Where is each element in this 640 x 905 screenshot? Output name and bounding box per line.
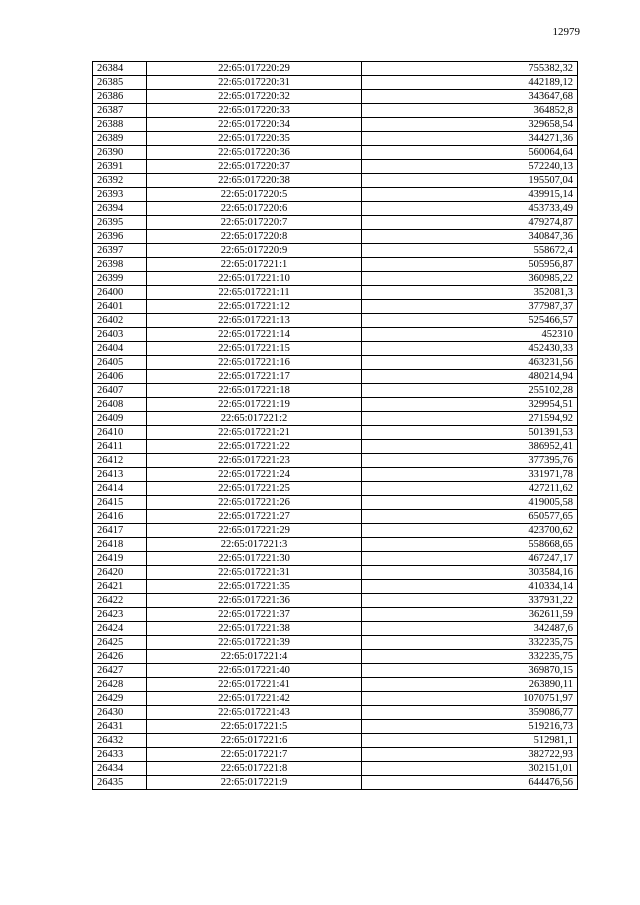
value-cell: 342487,6 — [362, 622, 578, 636]
table-row — [93, 174, 578, 188]
cadastral-number-cell: 22:65:017221:8 — [147, 762, 362, 776]
row-number-cell: 26434 — [93, 762, 147, 776]
table-row — [93, 132, 578, 146]
row-number-cell: 26387 — [93, 104, 147, 118]
row-number-cell: 26391 — [93, 160, 147, 174]
cadastral-number-cell: 22:65:017220:31 — [147, 76, 362, 90]
table-row — [93, 762, 578, 776]
row-number-cell: 26410 — [93, 426, 147, 440]
cadastral-number-cell: 22:65:017221:14 — [147, 328, 362, 342]
row-number-cell: 26384 — [93, 62, 147, 76]
table-row — [93, 118, 578, 132]
value-cell: 343647,68 — [362, 90, 578, 104]
cadastral-number-cell: 22:65:017221:29 — [147, 524, 362, 538]
row-number-cell: 26393 — [93, 188, 147, 202]
table-row — [93, 580, 578, 594]
row-number-cell: 26388 — [93, 118, 147, 132]
value-cell: 255102,28 — [362, 384, 578, 398]
table-row — [93, 636, 578, 650]
cadastral-number-cell: 22:65:017221:38 — [147, 622, 362, 636]
value-cell: 439915,14 — [362, 188, 578, 202]
row-number-cell: 26431 — [93, 720, 147, 734]
value-cell: 644476,56 — [362, 776, 578, 790]
table-row — [93, 566, 578, 580]
row-number-cell: 26409 — [93, 412, 147, 426]
row-number-cell: 26395 — [93, 216, 147, 230]
row-number-cell: 26394 — [93, 202, 147, 216]
row-number-cell: 26429 — [93, 692, 147, 706]
cadastral-number-cell: 22:65:017221:2 — [147, 412, 362, 426]
table-row — [93, 342, 578, 356]
row-number-cell: 26406 — [93, 370, 147, 384]
cadastral-number-cell: 22:65:017221:39 — [147, 636, 362, 650]
row-number-cell: 26418 — [93, 538, 147, 552]
table-row — [93, 90, 578, 104]
cadastral-number-cell: 22:65:017221:17 — [147, 370, 362, 384]
table-row — [93, 258, 578, 272]
cadastral-number-cell: 22:65:017221:37 — [147, 608, 362, 622]
value-cell: 337931,22 — [362, 594, 578, 608]
row-number-cell: 26403 — [93, 328, 147, 342]
table-row — [93, 370, 578, 384]
table-row — [93, 692, 578, 706]
cadastral-number-cell: 22:65:017221:40 — [147, 664, 362, 678]
value-cell: 369870,15 — [362, 664, 578, 678]
table-row — [93, 216, 578, 230]
value-cell: 271594,92 — [362, 412, 578, 426]
value-cell: 360985,22 — [362, 272, 578, 286]
value-cell: 377395,76 — [362, 454, 578, 468]
table-row — [93, 62, 578, 76]
table-row — [93, 748, 578, 762]
cadastral-number-cell: 22:65:017221:41 — [147, 678, 362, 692]
row-number-cell: 26386 — [93, 90, 147, 104]
table-row — [93, 76, 578, 90]
row-number-cell: 26426 — [93, 650, 147, 664]
value-cell: 195507,04 — [362, 174, 578, 188]
value-cell: 505956,87 — [362, 258, 578, 272]
row-number-cell: 26398 — [93, 258, 147, 272]
row-number-cell: 26399 — [93, 272, 147, 286]
cadastral-number-cell: 22:65:017221:18 — [147, 384, 362, 398]
value-cell: 480214,94 — [362, 370, 578, 384]
cadastral-number-cell: 22:65:017220:33 — [147, 104, 362, 118]
row-number-cell: 26425 — [93, 636, 147, 650]
cadastral-number-cell: 22:65:017221:10 — [147, 272, 362, 286]
cadastral-number-cell: 22:65:017221:27 — [147, 510, 362, 524]
table-row — [93, 706, 578, 720]
value-cell: 755382,32 — [362, 62, 578, 76]
value-cell: 558672,4 — [362, 244, 578, 258]
page-number: 12979 — [552, 26, 580, 38]
cadastral-number-cell: 22:65:017221:30 — [147, 552, 362, 566]
cadastral-number-cell: 22:65:017221:3 — [147, 538, 362, 552]
row-number-cell: 26396 — [93, 230, 147, 244]
value-cell: 572240,13 — [362, 160, 578, 174]
row-number-cell: 26427 — [93, 664, 147, 678]
table-row — [93, 426, 578, 440]
row-number-cell: 26422 — [93, 594, 147, 608]
table-row — [93, 622, 578, 636]
row-number-cell: 26404 — [93, 342, 147, 356]
table-row — [93, 776, 578, 790]
row-number-cell: 26420 — [93, 566, 147, 580]
table-row — [93, 286, 578, 300]
value-cell: 427211,62 — [362, 482, 578, 496]
row-number-cell: 26389 — [93, 132, 147, 146]
table-row — [93, 146, 578, 160]
value-cell: 340847,36 — [362, 230, 578, 244]
row-number-cell: 26423 — [93, 608, 147, 622]
cadastral-number-cell: 22:65:017220:36 — [147, 146, 362, 160]
value-cell: 501391,53 — [362, 426, 578, 440]
cadastral-number-cell: 22:65:017221:21 — [147, 426, 362, 440]
table-row — [93, 468, 578, 482]
value-cell: 650577,65 — [362, 510, 578, 524]
row-number-cell: 26415 — [93, 496, 147, 510]
value-cell: 512981,1 — [362, 734, 578, 748]
value-cell: 1070751,97 — [362, 692, 578, 706]
data-table — [92, 61, 578, 790]
value-cell: 558668,65 — [362, 538, 578, 552]
value-cell: 303584,16 — [362, 566, 578, 580]
table-row — [93, 384, 578, 398]
value-cell: 359086,77 — [362, 706, 578, 720]
row-number-cell: 26390 — [93, 146, 147, 160]
table-row — [93, 202, 578, 216]
value-cell: 332235,75 — [362, 636, 578, 650]
cadastral-number-cell: 22:65:017220:32 — [147, 90, 362, 104]
cadastral-number-cell: 22:65:017220:29 — [147, 62, 362, 76]
row-number-cell: 26416 — [93, 510, 147, 524]
row-number-cell: 26411 — [93, 440, 147, 454]
row-number-cell: 26430 — [93, 706, 147, 720]
cadastral-number-cell: 22:65:017221:12 — [147, 300, 362, 314]
table-row — [93, 608, 578, 622]
cadastral-number-cell: 22:65:017221:16 — [147, 356, 362, 370]
row-number-cell: 26419 — [93, 552, 147, 566]
value-cell: 364852,8 — [362, 104, 578, 118]
row-number-cell: 26421 — [93, 580, 147, 594]
value-cell: 329954,51 — [362, 398, 578, 412]
cadastral-number-cell: 22:65:017220:7 — [147, 216, 362, 230]
value-cell: 377987,37 — [362, 300, 578, 314]
table-row — [93, 398, 578, 412]
value-cell: 452430,33 — [362, 342, 578, 356]
value-cell: 382722,93 — [362, 748, 578, 762]
value-cell: 419005,58 — [362, 496, 578, 510]
table-row — [93, 650, 578, 664]
row-number-cell: 26400 — [93, 286, 147, 300]
row-number-cell: 26424 — [93, 622, 147, 636]
value-cell: 329658,54 — [362, 118, 578, 132]
value-cell: 467247,17 — [362, 552, 578, 566]
cadastral-number-cell: 22:65:017221:42 — [147, 692, 362, 706]
cadastral-number-cell: 22:65:017221:7 — [147, 748, 362, 762]
row-number-cell: 26405 — [93, 356, 147, 370]
row-number-cell: 26385 — [93, 76, 147, 90]
row-number-cell: 26402 — [93, 314, 147, 328]
table-body — [93, 62, 578, 790]
table-row — [93, 188, 578, 202]
cadastral-number-cell: 22:65:017221:22 — [147, 440, 362, 454]
value-cell: 362611,59 — [362, 608, 578, 622]
table-row — [93, 482, 578, 496]
cadastral-number-cell: 22:65:017221:23 — [147, 454, 362, 468]
value-cell: 479274,87 — [362, 216, 578, 230]
table-row — [93, 496, 578, 510]
table-row — [93, 244, 578, 258]
value-cell: 560064,64 — [362, 146, 578, 160]
table-row — [93, 300, 578, 314]
cadastral-number-cell: 22:65:017221:24 — [147, 468, 362, 482]
row-number-cell: 26408 — [93, 398, 147, 412]
value-cell: 344271,36 — [362, 132, 578, 146]
cadastral-number-cell: 22:65:017220:37 — [147, 160, 362, 174]
cadastral-number-cell: 22:65:017221:25 — [147, 482, 362, 496]
cadastral-number-cell: 22:65:017221:13 — [147, 314, 362, 328]
table-row — [93, 734, 578, 748]
table-row — [93, 664, 578, 678]
value-cell: 332235,75 — [362, 650, 578, 664]
row-number-cell: 26432 — [93, 734, 147, 748]
cadastral-number-cell: 22:65:017221:5 — [147, 720, 362, 734]
cadastral-number-cell: 22:65:017220:5 — [147, 188, 362, 202]
value-cell: 302151,01 — [362, 762, 578, 776]
cadastral-number-cell: 22:65:017221:43 — [147, 706, 362, 720]
row-number-cell: 26428 — [93, 678, 147, 692]
cadastral-number-cell: 22:65:017220:34 — [147, 118, 362, 132]
table-row — [93, 678, 578, 692]
cadastral-number-cell: 22:65:017221:31 — [147, 566, 362, 580]
value-cell: 423700,62 — [362, 524, 578, 538]
value-cell: 442189,12 — [362, 76, 578, 90]
cadastral-number-cell: 22:65:017221:1 — [147, 258, 362, 272]
table-row — [93, 538, 578, 552]
cadastral-number-cell: 22:65:017220:8 — [147, 230, 362, 244]
cadastral-number-cell: 22:65:017221:9 — [147, 776, 362, 790]
table-row — [93, 510, 578, 524]
row-number-cell: 26412 — [93, 454, 147, 468]
cadastral-number-cell: 22:65:017220:38 — [147, 174, 362, 188]
table-row — [93, 440, 578, 454]
cadastral-number-cell: 22:65:017221:15 — [147, 342, 362, 356]
value-cell: 386952,41 — [362, 440, 578, 454]
row-number-cell: 26413 — [93, 468, 147, 482]
cadastral-number-cell: 22:65:017221:6 — [147, 734, 362, 748]
table-row — [93, 524, 578, 538]
value-cell: 453733,49 — [362, 202, 578, 216]
row-number-cell: 26392 — [93, 174, 147, 188]
cadastral-number-cell: 22:65:017221:36 — [147, 594, 362, 608]
table-row — [93, 454, 578, 468]
cadastral-number-cell: 22:65:017220:35 — [147, 132, 362, 146]
table-row — [93, 230, 578, 244]
row-number-cell: 26401 — [93, 300, 147, 314]
table-row — [93, 104, 578, 118]
row-number-cell: 26433 — [93, 748, 147, 762]
cadastral-number-cell: 22:65:017221:4 — [147, 650, 362, 664]
value-cell: 352081,3 — [362, 286, 578, 300]
cadastral-number-cell: 22:65:017221:26 — [147, 496, 362, 510]
value-cell: 525466,57 — [362, 314, 578, 328]
cadastral-number-cell: 22:65:017220:9 — [147, 244, 362, 258]
row-number-cell: 26414 — [93, 482, 147, 496]
table-row — [93, 594, 578, 608]
table-row — [93, 160, 578, 174]
value-cell: 331971,78 — [362, 468, 578, 482]
table-row — [93, 552, 578, 566]
cadastral-number-cell: 22:65:017220:6 — [147, 202, 362, 216]
row-number-cell: 26397 — [93, 244, 147, 258]
cadastral-number-cell: 22:65:017221:35 — [147, 580, 362, 594]
table-row — [93, 720, 578, 734]
cadastral-number-cell: 22:65:017221:19 — [147, 398, 362, 412]
row-number-cell: 26435 — [93, 776, 147, 790]
table-row — [93, 328, 578, 342]
value-cell: 410334,14 — [362, 580, 578, 594]
table-row — [93, 356, 578, 370]
table-row — [93, 412, 578, 426]
value-cell: 263890,11 — [362, 678, 578, 692]
value-cell: 463231,56 — [362, 356, 578, 370]
cadastral-number-cell: 22:65:017221:11 — [147, 286, 362, 300]
table-row — [93, 314, 578, 328]
value-cell: 452310 — [362, 328, 578, 342]
value-cell: 519216,73 — [362, 720, 578, 734]
table-row — [93, 272, 578, 286]
row-number-cell: 26407 — [93, 384, 147, 398]
row-number-cell: 26417 — [93, 524, 147, 538]
